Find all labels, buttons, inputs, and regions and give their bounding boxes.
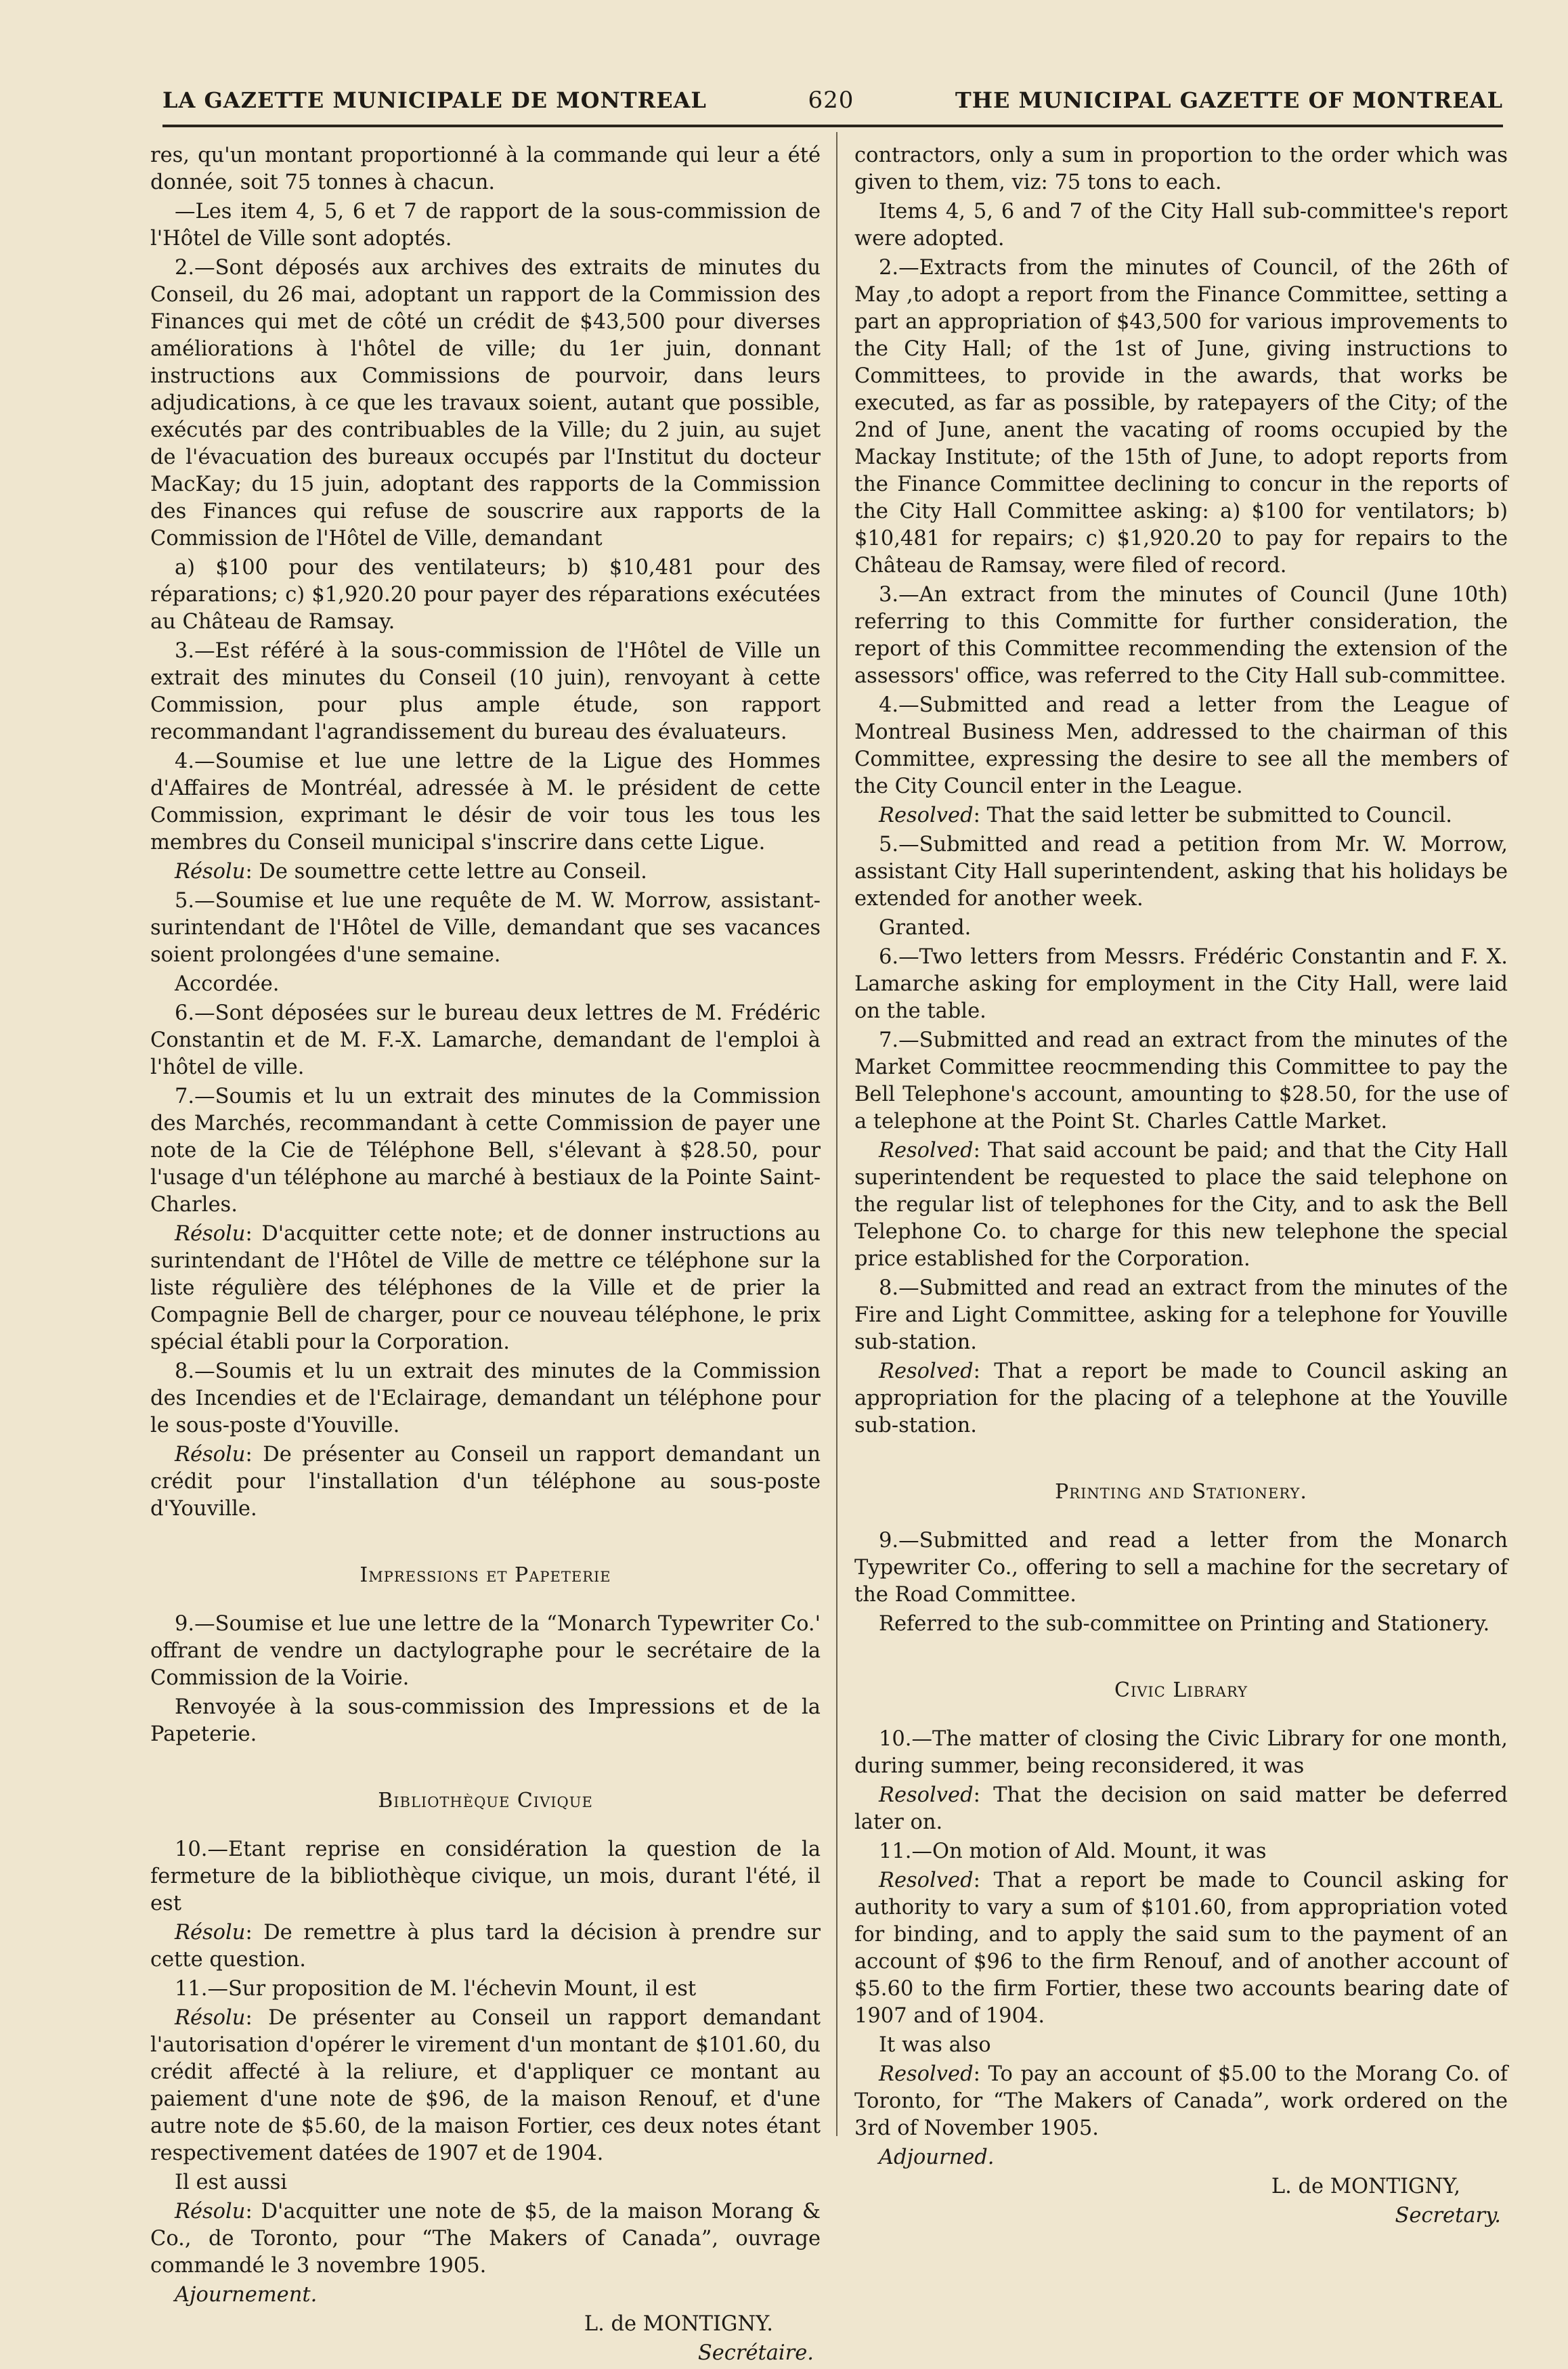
resolution — [150, 2005, 821, 2167]
resolution-text: : To pay an account of $5.00 to the Morang Co. of Toronto, for “The Makers of Canada”, work ordered on the 3rd of November 1905. — [854, 2062, 1508, 2140]
resolution — [150, 1221, 821, 1356]
section-heading: Printing and Stationery. — [1055, 1480, 1307, 1504]
paragraph: Items 4, 5, 6 and 7 of the City Hall sub-committee's report were adopted. — [854, 200, 1508, 251]
paragraph: res, qu'un montant proportionné à la commande qui leur a été donnée, soit 75 tonnes à chacun. — [150, 144, 821, 194]
paragraph: 10.—Etant reprise en considération la question de la fermeture de la bibliothèque civique, un mois, durant l'été, il est — [150, 1838, 821, 1915]
paragraph: 4.—Submitted and read a letter from the League of Montreal Business Men, addressed to the chairman of this Committee, expressing the desire to see all the members of the City Council enter in the League. — [854, 693, 1508, 798]
resolution-label: Resolved — [879, 804, 974, 827]
paragraph: 3.—An extract from the minutes of Council (June 10th) referring to this Committe for further consideration, the report of this Committee recommending the extension of the assessors' office, was referred to the City Hall sub-committee. — [854, 583, 1508, 688]
paragraph: 9.—Submitted and read a letter from the Monarch Typewriter Co., offering to sell a machine for the secretary of the Road Committee. — [854, 1529, 1508, 1607]
resolution-label: Résolu — [175, 2200, 246, 2223]
resolution-label: Resolved — [879, 2062, 974, 2086]
paragraph: 11.—On motion of Ald. Mount, it was — [879, 1840, 1267, 1863]
resolution-text: : D'acquitter une note de $5, de la maison Morang & Co., de Toronto, pour “The Makers of Canada”, ouvrage commandé le 3 novembre 1905. — [150, 2200, 821, 2278]
resolution-text: : That a report be made to Council asking for authority to vary a sum of $101.60, from appropriation voted for binding, and to apply the said sum to the payment of an account of $96 to the firm Renouf, and of another account of $5.60 to the firm Fortier, these two accounts bearing date of 1907 and of 1904. — [854, 1869, 1508, 2028]
signature-name: L. de MONTIGNY. — [584, 2312, 773, 2336]
resolution — [854, 1137, 1508, 1273]
resolution-label: Résolu — [175, 1222, 246, 1246]
resolution-text: : De remettre à plus tard la décision à prendre sur cette question. — [150, 1921, 821, 1972]
resolution-text: : That a report be made to Council asking an appropriation for the placing of a telephone at the Youville sub-station. — [854, 1360, 1508, 1437]
paragraph: a) $100 pour des ventilateurs; b) $10,481 pour des réparations; c) $1,920.20 pour payer des réparations exécutées au Château de Ramsay. — [150, 556, 821, 634]
resolution-label: Résolu — [175, 1443, 246, 1466]
paragraph: 5.—Soumise et lue une requête de M. W. Morrow, assistant-surintendant de l'Hôtel de Ville, demandant que ses vacances soient prolongées d'une semaine. — [150, 889, 821, 967]
paragraph: 6.—Two letters from Messrs. Frédéric Constantin and F. X. Lamarche asking for employment in the City Hall, were laid on the table. — [854, 945, 1508, 1023]
paragraph: Referred to the sub-committee on Printing and Stationery. — [879, 1612, 1490, 1636]
page-number: 620 — [808, 87, 854, 114]
resolution-text: : De présenter au Conseil un rapport demandant un crédit pour l'installation d'un téléphone au sous-poste d'Youville. — [150, 1443, 821, 1521]
paragraph: 6.—Sont déposées sur le bureau deux lettres de M. Frédéric Constantin et de M. F.-X. Lamarche, demandant de l'emploi à l'hôtel de ville. — [150, 1001, 821, 1079]
paragraph: 2.—Extracts from the minutes of Council, of the 26th of May ,to adopt a report from the Finance Committee, setting a part an appropriation of $43,500 for various improvements to the City Hall; of the 1st of June, giving instructions to Committees, to provide in the awards, that works be executed, as far as possible, by ratepayers of the City; of the 2nd of June, anent the vacating of rooms occupied by the Mackay Institute; of the 15th of June, to adopt reports from the Finance Committee declining to concur in the reports of the City Hall Committee asking: a) $100 for ventilators; b) $10,481 for repairs; c) $1,920.20 to pay for repairs to the Château de Ramsay, were filed of record. — [854, 256, 1508, 578]
resolution — [854, 1782, 1508, 1836]
resolution — [854, 1867, 1508, 2030]
resolution — [854, 802, 1508, 829]
resolution — [854, 2061, 1508, 2142]
resolution-text: : That the said letter be submitted to Council. — [973, 804, 1452, 827]
paragraph: 4.—Soumise et lue une lettre de la Ligue des Hommes d'Affaires de Montréal, adressée à M. le président de cette Commission, exprimant le désir de voir tous les tous les membres du Conseil municipal s'inscrire dans cette Ligue. — [150, 749, 821, 854]
section-heading: Impressions et Papeterie — [360, 1563, 611, 1587]
resolution — [150, 1919, 821, 1974]
resolution-text: : D'acquitter cette note; et de donner instructions au surintendant de l'Hôtel de Ville de mettre ce téléphone sur la liste régulière des téléphones de la Ville et de prier la Compagnie Bell de charger, pour ce nouveau téléphone, le prix spécial établi pour la Corporation. — [150, 1222, 821, 1354]
paragraph: 5.—Submitted and read a petition from Mr. W. Morrow, assistant City Hall superintendent, asking that his holidays be extended for another week. — [854, 833, 1508, 911]
resolution-text: : That the decision on said matter be deferred later on. — [854, 1783, 1508, 1834]
running-header — [162, 87, 1503, 127]
signature-title: Secretary. — [1395, 2204, 1501, 2227]
french-column — [150, 142, 821, 2369]
section-heading: Civic Library — [1114, 1678, 1248, 1702]
resolution-label: Résolu — [175, 860, 246, 884]
resolution-label: Resolved — [879, 1783, 974, 1807]
resolution-label: Resolved — [879, 1360, 974, 1383]
resolution-label: Résolu — [175, 2006, 246, 2030]
paragraph: 11.—Sur proposition de M. l'échevin Mount, il est — [175, 1977, 697, 2001]
paragraph: 8.—Submitted and read an extract from the minutes of the Fire and Light Committee, asking for a telephone for Youville sub-station. — [854, 1276, 1508, 1354]
paragraph: Accordée. — [175, 972, 280, 996]
resolution-text: : De présenter au Conseil un rapport demandant l'autorisation d'opérer le virement d'un montant de $101.60, du crédit affecté à la reliure, et d'appliquer ce montant au paiement d'une note de $96, de la maison Renouf, et d'une autre note de $5.60, de la maison Fortier, ces deux notes étant respectivement datées de 1907 et de 1904. — [150, 2006, 821, 2165]
header-left-title: LA GAZETTE MUNICIPALE DE MONTREAL — [162, 87, 707, 113]
resolution-label: Resolved — [879, 1139, 974, 1162]
paragraph: 8.—Soumis et lu un extrait des minutes de la Commission des Incendies et de l'Eclairage, demandant un téléphone pour le sous-poste d'Youville. — [150, 1360, 821, 1437]
adjournment: Ajournement. — [175, 2283, 318, 2307]
paragraph: —Les item 4, 5, 6 et 7 de rapport de la sous-commission de l'Hôtel de Ville sont adoptés. — [150, 200, 821, 251]
resolution-text: : De soumettre cette lettre au Conseil. — [245, 860, 647, 884]
paragraph: It was also — [879, 2033, 991, 2057]
resolution-text: : That said account be paid; and that the City Hall superintendent be requested to place the said telephone on the regular list of telephones for the City, and to ask the Bell Telephone Co. to charge for this new telephone the special price established for the Corporation. — [854, 1139, 1508, 1271]
paragraph: 7.—Submitted and read an extract from the minutes of the Market Committee reocmmending this Committee to pay the Bell Telephone's account, amounting to $28.50, for the use of a telephone at the Point St. Charles Cattle Market. — [854, 1028, 1508, 1133]
paragraph: 3.—Est référé à la sous-commission de l'Hôtel de Ville un extrait des minutes du Conseil (10 juin), renvoyant à cette Commission, pour plus ample étude, son rapport recommandant l'agrandissement du bureau des évaluateurs. — [150, 639, 821, 744]
header-right-title: THE MUNICIPAL GAZETTE OF MONTREAL — [955, 87, 1503, 113]
resolution — [150, 859, 821, 886]
paragraph: Il est aussi — [175, 2171, 288, 2194]
paragraph: 9.—Soumise et lue une lettre de la “Monarch Typewriter Co.' offrant de vendre un dactylographe pour le secrétaire de la Commission de la Voirie. — [150, 1612, 821, 1690]
paragraph: 10.—The matter of closing the Civic Library for one month, during summer, being reconsidered, it was — [854, 1727, 1508, 1778]
adjournment: Adjourned. — [879, 2146, 995, 2169]
resolution — [150, 1441, 821, 1523]
paragraph: 2.—Sont déposés aux archives des extraits de minutes du Conseil, du 26 mai, adoptant un rapport de la Commission des Finances qui met de côté un crédit de $43,500 pour diverses améliorations à l'hôtel de ville; du 1er juin, donnant instructions aux Commissions de pourvoir, dans leurs adjudications, à ce que les travaux soient, autant que possible, exécutés par des contribuables de la Ville; du 2 juin, au sujet de l'évacuation des bureaux occupés par l'Institut du docteur MacKay; du 15 juin, adoptant des rapports de la Commission des Finances qui refuse de souscrire aux rapports de la Commission de l'Hôtel de Ville, demandant — [150, 256, 821, 550]
signature-name: L. de MONTIGNY, — [1271, 2175, 1460, 2198]
resolution-label: Résolu — [175, 1921, 246, 1944]
signature-title: Secrétaire. — [697, 2341, 814, 2365]
resolution — [854, 1358, 1508, 1439]
column-divider — [836, 132, 837, 2136]
paragraph: contractors, only a sum in proportion to the order which was given to them, viz: 75 tons to each. — [854, 144, 1508, 194]
resolution-label: Resolved — [879, 1869, 974, 1892]
paragraph: Renvoyée à la sous-commission des Impressions et de la Papeterie. — [150, 1695, 821, 1746]
resolution — [150, 2198, 821, 2280]
paragraph: 7.—Soumis et lu un extrait des minutes de la Commission des Marchés, recommandant à cette Commission de payer une note de la Cie de Téléphone Bell, s'élevant à $28.50, pour l'usage d'un téléphone au marché à bestiaux de la Pointe Saint-Charles. — [150, 1085, 821, 1217]
paragraph: Granted. — [879, 916, 972, 940]
section-heading: Bibliothèque Civique — [378, 1789, 593, 1812]
english-column — [854, 142, 1508, 2232]
